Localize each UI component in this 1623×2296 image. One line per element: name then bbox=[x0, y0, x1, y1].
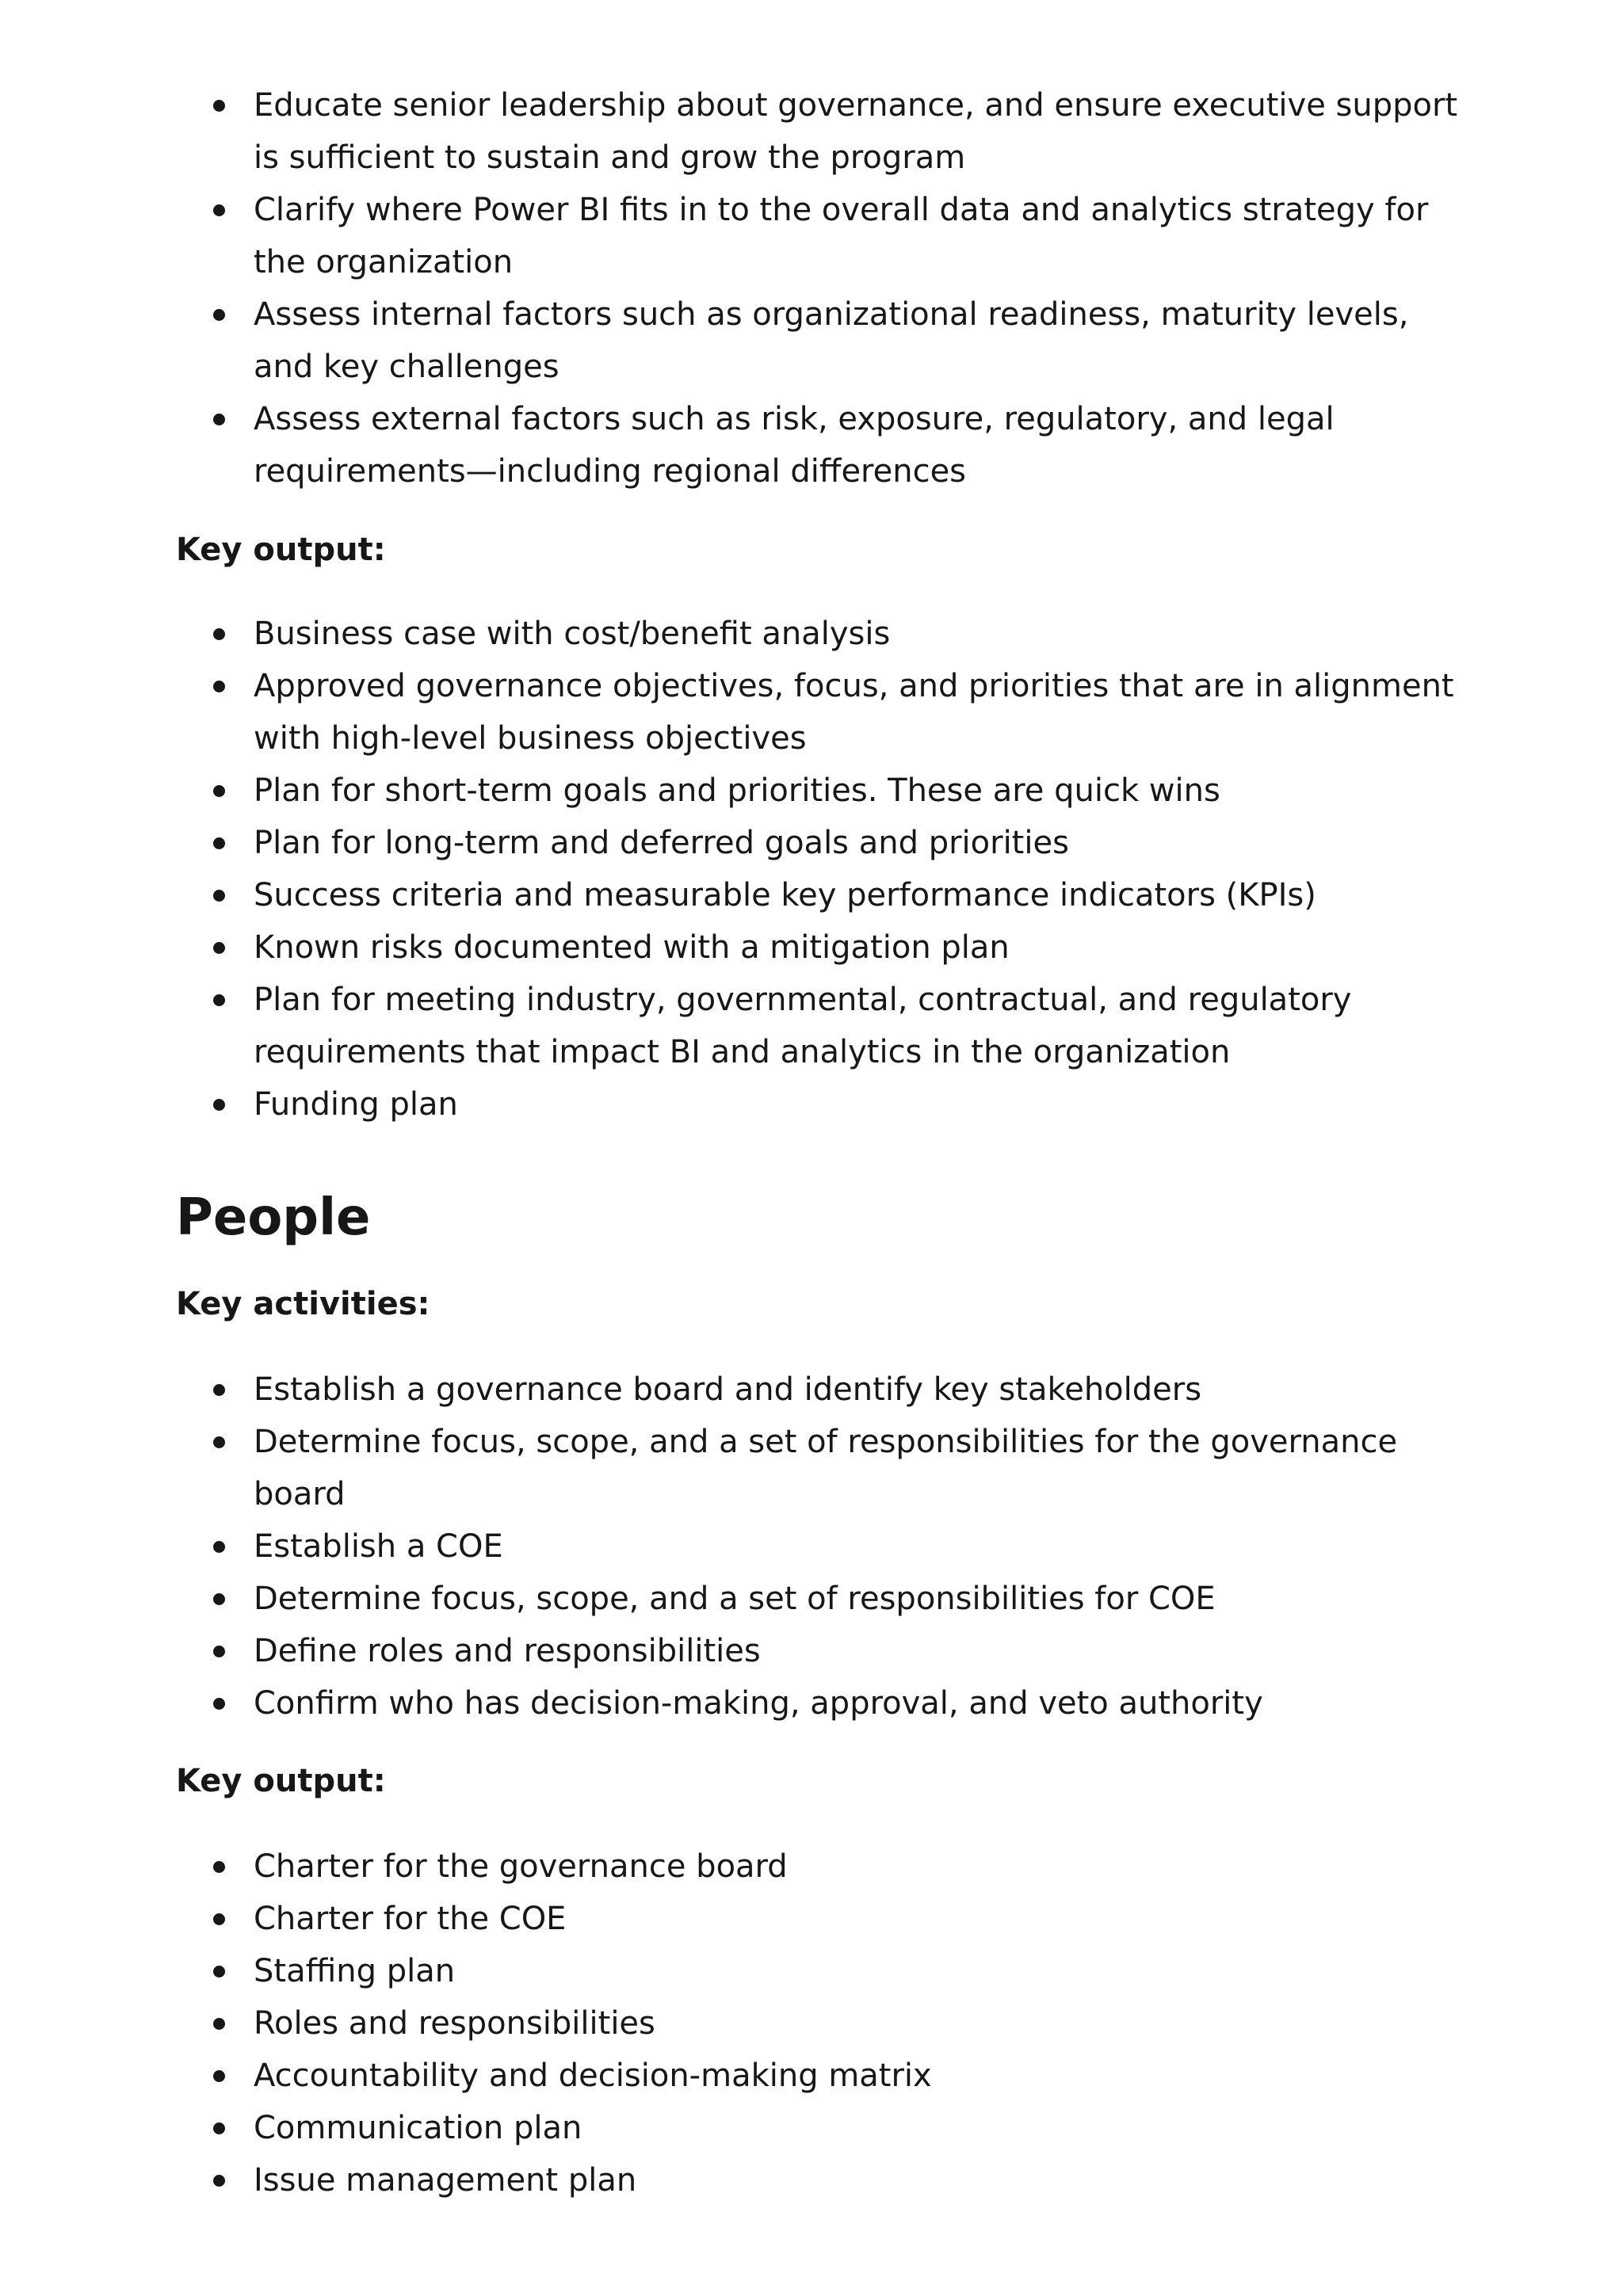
key-output-list bbox=[176, 608, 1465, 1131]
list-item: Charter for the governance board bbox=[254, 1840, 1465, 1893]
list-item: Known risks documented with a mitigation plan bbox=[254, 921, 1465, 974]
list-item: Assess external factors such as risk, exposure, regulatory, and legal requirements—including regional differences bbox=[254, 393, 1465, 498]
list-item: Approved governance objectives, focus, and priorities that are in alignment with high-level business objectives bbox=[254, 660, 1465, 765]
list-item: Plan for meeting industry, governmental, contractual, and regulatory requirements that impact BI and analytics in the organization bbox=[254, 974, 1465, 1078]
list-item: Plan for long-term and deferred goals and priorities bbox=[254, 817, 1465, 869]
list-item: Communication plan bbox=[254, 2102, 1465, 2154]
list-item: Assess internal factors such as organizational readiness, maturity levels, and key challenges bbox=[254, 288, 1465, 393]
list-item: Define roles and responsibilities bbox=[254, 1625, 1465, 1677]
list-item: Charter for the COE bbox=[254, 1893, 1465, 1945]
people-key-activities-list bbox=[176, 1363, 1465, 1730]
list-item: Plan for short-term goals and priorities. These are quick wins bbox=[254, 765, 1465, 817]
list-item: Staffing plan bbox=[254, 1945, 1465, 1997]
list-item: Establish a COE bbox=[254, 1520, 1465, 1573]
list-item: Confirm who has decision-making, approval, and veto authority bbox=[254, 1677, 1465, 1730]
list-item: Clarify where Power BI fits in to the overall data and analytics strategy for the organization bbox=[254, 184, 1465, 288]
continued-activities-list bbox=[176, 79, 1465, 498]
list-item: Determine focus, scope, and a set of responsibilities for COE bbox=[254, 1573, 1465, 1625]
list-item: Determine focus, scope, and a set of responsibilities for the governance board bbox=[254, 1416, 1465, 1520]
list-item: Roles and responsibilities bbox=[254, 1997, 1465, 2050]
list-item: Business case with cost/benefit analysis bbox=[254, 608, 1465, 660]
key-activities-label: Key activities: bbox=[176, 1286, 430, 1322]
list-item: Educate senior leadership about governance, and ensure executive support is sufficient to sustain and grow the program bbox=[254, 79, 1465, 184]
list-item: Establish a governance board and identify key stakeholders bbox=[254, 1363, 1465, 1416]
list-item: Funding plan bbox=[254, 1078, 1465, 1131]
key-output-label: Key output: bbox=[176, 1763, 386, 1799]
list-item: Success criteria and measurable key performance indicators (KPIs) bbox=[254, 869, 1465, 921]
key-output-label: Key output: bbox=[176, 532, 386, 568]
list-item: Accountability and decision-making matrix bbox=[254, 2050, 1465, 2102]
section-heading-people: People bbox=[176, 1188, 371, 1247]
list-item: Issue management plan bbox=[254, 2154, 1465, 2206]
people-key-output-list bbox=[176, 1840, 1465, 2206]
